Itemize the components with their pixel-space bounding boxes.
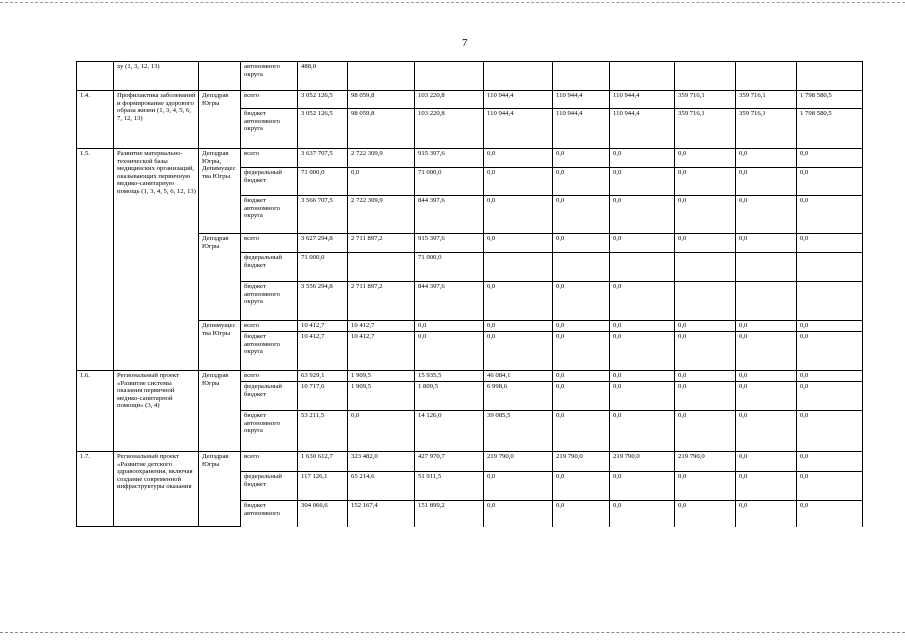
table-row <box>77 91 863 109</box>
funding-source: всего <box>241 234 298 253</box>
funding-source: бюджет автономного округа <box>241 282 298 321</box>
amount-total: 3 052 126,5 <box>298 91 348 109</box>
amount-cell: 0,0 <box>610 382 675 411</box>
amount-cell: 103 220,8 <box>415 91 484 109</box>
amount-cell: 1 909,5 <box>348 382 415 411</box>
amount-cell: 0,0 <box>415 332 484 371</box>
amount-cell: 110 944,4 <box>610 91 675 109</box>
amount-cell: 0,0 <box>484 282 553 321</box>
amount-cell: 0,0 <box>797 234 863 253</box>
amount-cell: 0,0 <box>610 371 675 382</box>
amount-cell: 427 970,7 <box>415 452 484 472</box>
amount-cell: 0,0 <box>797 501 863 527</box>
amount-cell: 844 397,6 <box>415 282 484 321</box>
amount-total: 3 052 126,5 <box>298 109 348 149</box>
amount-cell: 0,0 <box>675 332 736 371</box>
amount-cell: 0,0 <box>553 371 610 382</box>
row-number: 1.5. <box>77 149 114 371</box>
amount-cell: 0,0 <box>553 282 610 321</box>
amount-cell: 0,0 <box>484 168 553 196</box>
amount-total: 1 630 612,7 <box>298 452 348 472</box>
amount-cell: 0,0 <box>797 196 863 234</box>
amount-cell <box>415 62 484 91</box>
amount-cell: 0,0 <box>736 452 797 472</box>
amount-cell: 0,0 <box>553 321 610 332</box>
table-row <box>77 371 863 382</box>
amount-cell: 0,0 <box>553 168 610 196</box>
amount-cell: 0,0 <box>484 321 553 332</box>
funding-source: всего <box>241 452 298 472</box>
amount-cell <box>553 253 610 282</box>
amount-total: 3 627 294,8 <box>298 234 348 253</box>
amount-cell: 0,0 <box>610 234 675 253</box>
amount-cell: 71 000,0 <box>415 253 484 282</box>
amount-cell: 0,0 <box>553 472 610 501</box>
amount-cell: 0,0 <box>675 501 736 527</box>
amount-cell: 6 998,6 <box>484 382 553 411</box>
amount-cell: 0,0 <box>484 196 553 234</box>
amount-cell <box>736 253 797 282</box>
amount-cell: 103 220,8 <box>415 109 484 149</box>
amount-total: 71 000,0 <box>298 253 348 282</box>
amount-cell: 359 716,1 <box>675 91 736 109</box>
funding-source: всего <box>241 91 298 109</box>
amount-cell: 0,0 <box>736 234 797 253</box>
amount-cell: 0,0 <box>610 168 675 196</box>
amount-cell: 915 397,6 <box>415 149 484 168</box>
amount-cell <box>348 253 415 282</box>
amount-cell: 0,0 <box>675 321 736 332</box>
amount-cell: 0,0 <box>736 332 797 371</box>
amount-cell: 14 126,0 <box>415 411 484 452</box>
amount-cell: 0,0 <box>553 411 610 452</box>
responsible: Депимущества Югры <box>199 321 241 371</box>
amount-cell: 219 790,0 <box>553 452 610 472</box>
amount-total: 53 211,5 <box>298 411 348 452</box>
funding-source: бюджет автономного округа <box>241 109 298 149</box>
amount-cell: 0,0 <box>736 168 797 196</box>
responsible: Депздрав Югры <box>199 452 241 527</box>
amount-cell: 0,0 <box>675 371 736 382</box>
funding-source: бюджет автономного округа <box>241 196 298 234</box>
amount-cell: 219 790,0 <box>610 452 675 472</box>
amount-cell <box>736 62 797 91</box>
amount-cell: 0,0 <box>484 332 553 371</box>
amount-cell: 0,0 <box>484 472 553 501</box>
funding-source: всего <box>241 149 298 168</box>
amount-cell: 0,0 <box>553 332 610 371</box>
amount-cell: 359 716,1 <box>736 91 797 109</box>
amount-cell <box>610 253 675 282</box>
amount-cell <box>675 282 736 321</box>
amount-cell <box>553 62 610 91</box>
amount-cell: 98 059,8 <box>348 109 415 149</box>
top-scan-edge <box>0 2 905 3</box>
table-row <box>77 62 863 91</box>
amount-total: 117 126,1 <box>298 472 348 501</box>
funding-source: бюджет автономного округа <box>241 332 298 371</box>
amount-cell: 0,0 <box>610 149 675 168</box>
amount-cell <box>675 62 736 91</box>
amount-cell: 0,0 <box>797 452 863 472</box>
amount-cell: 0,0 <box>797 472 863 501</box>
amount-cell: 0,0 <box>797 332 863 371</box>
amount-cell: 0,0 <box>553 382 610 411</box>
amount-total: 10 412,7 <box>298 321 348 332</box>
amount-cell: 15 935,5 <box>415 371 484 382</box>
row-number: 1.7. <box>77 452 114 527</box>
amount-cell: 219 790,0 <box>675 452 736 472</box>
amount-cell: 359 716,1 <box>675 109 736 149</box>
funding-source: федеральный бюджет <box>241 472 298 501</box>
amount-cell: 0,0 <box>797 168 863 196</box>
responsible: Депздрав Югры <box>199 371 241 452</box>
amount-cell: 0,0 <box>610 472 675 501</box>
amount-total: 3 637 707,5 <box>298 149 348 168</box>
funding-source: бюджет автономного округа <box>241 411 298 452</box>
funding-source: бюджет автономного <box>241 501 298 527</box>
amount-cell: 1 909,5 <box>348 371 415 382</box>
row-number: 1.4. <box>77 91 114 149</box>
amount-cell: 0,0 <box>675 382 736 411</box>
amount-cell <box>797 253 863 282</box>
amount-cell: 0,0 <box>797 321 863 332</box>
amount-cell: 110 944,4 <box>610 109 675 149</box>
amount-cell: 0,0 <box>736 149 797 168</box>
responsible: Депздрав Югры <box>199 91 241 149</box>
amount-cell: 65 214,6 <box>348 472 415 501</box>
amount-cell: 0,0 <box>736 472 797 501</box>
table-row <box>77 149 863 168</box>
amount-cell: 0,0 <box>675 411 736 452</box>
amount-cell <box>484 253 553 282</box>
amount-total: 488,0 <box>298 62 348 91</box>
responsible: Депздрав Югры <box>199 234 241 321</box>
amount-cell: 2 722 309,9 <box>348 196 415 234</box>
amount-cell: 0,0 <box>484 149 553 168</box>
amount-cell: 152 167,4 <box>348 501 415 527</box>
amount-cell: 915 397,6 <box>415 234 484 253</box>
amount-cell: 0,0 <box>675 149 736 168</box>
amount-cell: 0,0 <box>675 472 736 501</box>
amount-cell: 0,0 <box>736 371 797 382</box>
amount-cell: 110 944,4 <box>484 91 553 109</box>
amount-cell: 0,0 <box>797 371 863 382</box>
amount-cell <box>797 62 863 91</box>
amount-cell: 2 722 309,9 <box>348 149 415 168</box>
amount-cell: 0,0 <box>484 501 553 527</box>
amount-cell: 1 798 580,5 <box>797 91 863 109</box>
amount-cell <box>797 282 863 321</box>
amount-cell: 0,0 <box>348 411 415 452</box>
responsible <box>199 62 241 91</box>
amount-cell: 0,0 <box>610 282 675 321</box>
row-number: 1.6. <box>77 371 114 452</box>
amount-cell: 0,0 <box>553 196 610 234</box>
funding-source: федеральный бюджет <box>241 168 298 196</box>
amount-cell: 151 899,2 <box>415 501 484 527</box>
activity-name: Развитие материально-технической базы медицинских организаций, оказывающих первичную медико-санитарную помощь (1, 3, 4, 5, 6, 12, 13) <box>114 149 199 371</box>
amount-cell: 0,0 <box>610 321 675 332</box>
amount-cell: 10 412,7 <box>348 321 415 332</box>
amount-cell: 0,0 <box>415 321 484 332</box>
budget-table <box>76 61 863 527</box>
amount-cell: 51 911,5 <box>415 472 484 501</box>
amount-cell: 0,0 <box>675 234 736 253</box>
bottom-scan-edge <box>0 632 905 633</box>
funding-source: всего <box>241 371 298 382</box>
amount-cell: 71 000,0 <box>415 168 484 196</box>
amount-cell: 359 716,1 <box>736 109 797 149</box>
amount-cell: 0,0 <box>797 411 863 452</box>
amount-cell: 0,0 <box>610 411 675 452</box>
amount-cell <box>610 62 675 91</box>
amount-total: 71 000,0 <box>298 168 348 196</box>
amount-total: 3 556 294,8 <box>298 282 348 321</box>
amount-cell: 323 482,0 <box>348 452 415 472</box>
amount-total: 63 929,1 <box>298 371 348 382</box>
amount-total: 304 066,6 <box>298 501 348 527</box>
amount-cell <box>348 62 415 91</box>
amount-cell <box>736 282 797 321</box>
activity-name: Профилактика заболеваний и формирование здорового образа жизни (1, 3, 4, 5, 6, 7, 12, 13) <box>114 91 199 149</box>
amount-cell: 0,0 <box>553 501 610 527</box>
amount-cell: 0,0 <box>736 321 797 332</box>
amount-cell: 110 944,4 <box>553 91 610 109</box>
amount-cell: 10 412,7 <box>348 332 415 371</box>
amount-cell <box>675 253 736 282</box>
amount-cell: 219 790,0 <box>484 452 553 472</box>
page-number: 7 <box>462 37 468 49</box>
amount-cell: 0,0 <box>348 168 415 196</box>
activity-name: Региональный проект «Развитие системы оказания первичной медико-санитарной помощи» (3, 4) <box>114 371 199 452</box>
amount-cell: 98 059,8 <box>348 91 415 109</box>
activity-name: ху (1, 3, 12, 13) <box>114 62 199 91</box>
amount-cell: 110 944,4 <box>484 109 553 149</box>
amount-cell: 0,0 <box>484 234 553 253</box>
amount-cell: 110 944,4 <box>553 109 610 149</box>
amount-cell: 0,0 <box>553 149 610 168</box>
amount-total: 10 412,7 <box>298 332 348 371</box>
amount-cell: 0,0 <box>610 501 675 527</box>
amount-cell: 0,0 <box>553 234 610 253</box>
amount-cell: 0,0 <box>736 196 797 234</box>
funding-source: всего <box>241 321 298 332</box>
amount-cell: 2 711 897,2 <box>348 282 415 321</box>
responsible: Депздрав Югры, Депимущества Югры <box>199 149 241 234</box>
table-row <box>77 452 863 472</box>
amount-cell: 0,0 <box>797 382 863 411</box>
amount-total: 3 566 707,5 <box>298 196 348 234</box>
amount-cell: 1 798 580,5 <box>797 109 863 149</box>
amount-cell: 844 397,6 <box>415 196 484 234</box>
amount-cell <box>484 62 553 91</box>
funding-source: федеральный бюджет <box>241 253 298 282</box>
amount-cell: 0,0 <box>736 411 797 452</box>
amount-cell: 0,0 <box>736 501 797 527</box>
row-number <box>77 62 114 91</box>
amount-cell: 0,0 <box>675 168 736 196</box>
amount-cell: 0,0 <box>675 196 736 234</box>
amount-cell: 0,0 <box>736 382 797 411</box>
amount-cell: 1 809,5 <box>415 382 484 411</box>
amount-cell: 39 085,5 <box>484 411 553 452</box>
amount-cell: 0,0 <box>610 332 675 371</box>
amount-cell: 46 084,1 <box>484 371 553 382</box>
amount-cell: 0,0 <box>797 149 863 168</box>
amount-cell: 2 711 897,2 <box>348 234 415 253</box>
amount-total: 10 717,6 <box>298 382 348 411</box>
funding-source: автономного округа <box>241 62 298 91</box>
funding-source: федеральный бюджет <box>241 382 298 411</box>
amount-cell: 0,0 <box>610 196 675 234</box>
activity-name: Региональный проект «Развитие детского здравоохранения, включая создание современной инфраструктуры оказания <box>114 452 199 527</box>
